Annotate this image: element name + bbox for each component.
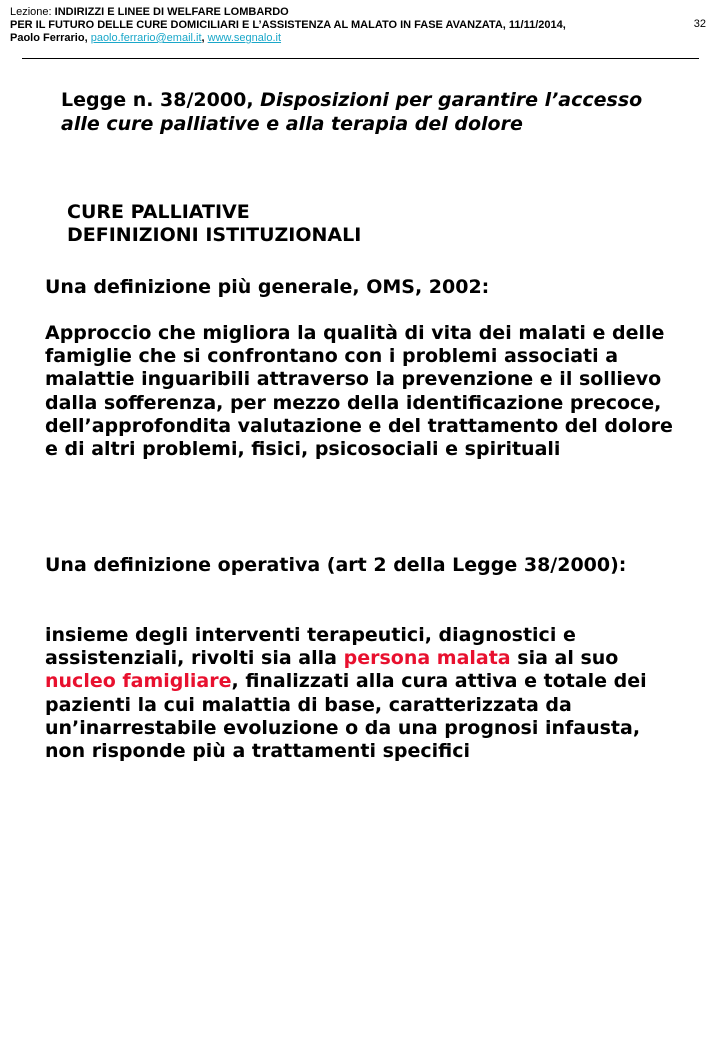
- general-definition-text: Approccio che migliora la qualità di vita dei malati e delle famiglie che si confrontano con i problemi associati a malattie inguaribili attraverso la prevenzione e il sollievo dalla sofferenza, per mezzo della identificazione precoce, dell’approfondita valutazione e del trattamento del dolore e di altri problemi, fisici, psicosociali e spirituali: [45, 322, 673, 461]
- operative-definition-heading: Una definizione operativa (art 2 della Legge 38/2000):: [45, 554, 627, 576]
- general-definition-heading: Una definizione più generale, OMS, 2002:: [45, 276, 490, 298]
- document-header: [10, 6, 650, 45]
- section-title-line-2: DEFINIZIONI ISTITUZIONALI: [67, 224, 362, 246]
- author-name: Paolo Ferrario,: [10, 32, 88, 44]
- email-link[interactable]: paolo.ferrario@email.it: [90, 32, 202, 44]
- law-title-italic: Disposizioni per garantire l’accesso alle cure palliative e alla terapia del dolore: [61, 89, 643, 135]
- section-title: [67, 201, 567, 247]
- law-title: [61, 89, 661, 136]
- section-title-line-1: CURE PALLIATIVE: [67, 201, 250, 223]
- law-prefix: Legge n. 38/2000,: [61, 89, 261, 111]
- operative-definition-text: [45, 624, 685, 763]
- lesson-title: INDIRIZZI E LINEE DI WELFARE LOMBARDO: [54, 6, 289, 18]
- header-line-1: [10, 6, 650, 19]
- website-link[interactable]: www.segnalo.it: [207, 32, 282, 44]
- highlight-persona-malata: persona malata: [343, 647, 511, 670]
- operative-text-part-3: , finalizzati alla cura attiva e totale dei pazienti la cui malattia di base, caratterizzata da un’inarrestabile evoluzione o da una prognosi infausta, non risponde più a trattamenti specifici: [45, 670, 647, 763]
- page-number: 32: [693, 18, 706, 30]
- operative-text-part-2: sia al suo: [510, 647, 619, 670]
- header-divider: [22, 58, 699, 59]
- operative-text-part-1: insieme degli interventi terapeutici, diagnostici e assistenziali, rivolti sia alla: [45, 624, 576, 670]
- header-line-3: [10, 32, 650, 45]
- highlight-nucleo-famigliare: nucleo famigliare: [45, 670, 232, 693]
- lesson-prefix: Lezione:: [10, 6, 55, 18]
- header-line-2: PER IL FUTURO DELLE CURE DOMICILIARI E L’ASSISTENZA AL MALATO IN FASE AVANZATA, 11/11/2014,: [10, 19, 566, 31]
- header-separator: ,: [201, 32, 205, 44]
